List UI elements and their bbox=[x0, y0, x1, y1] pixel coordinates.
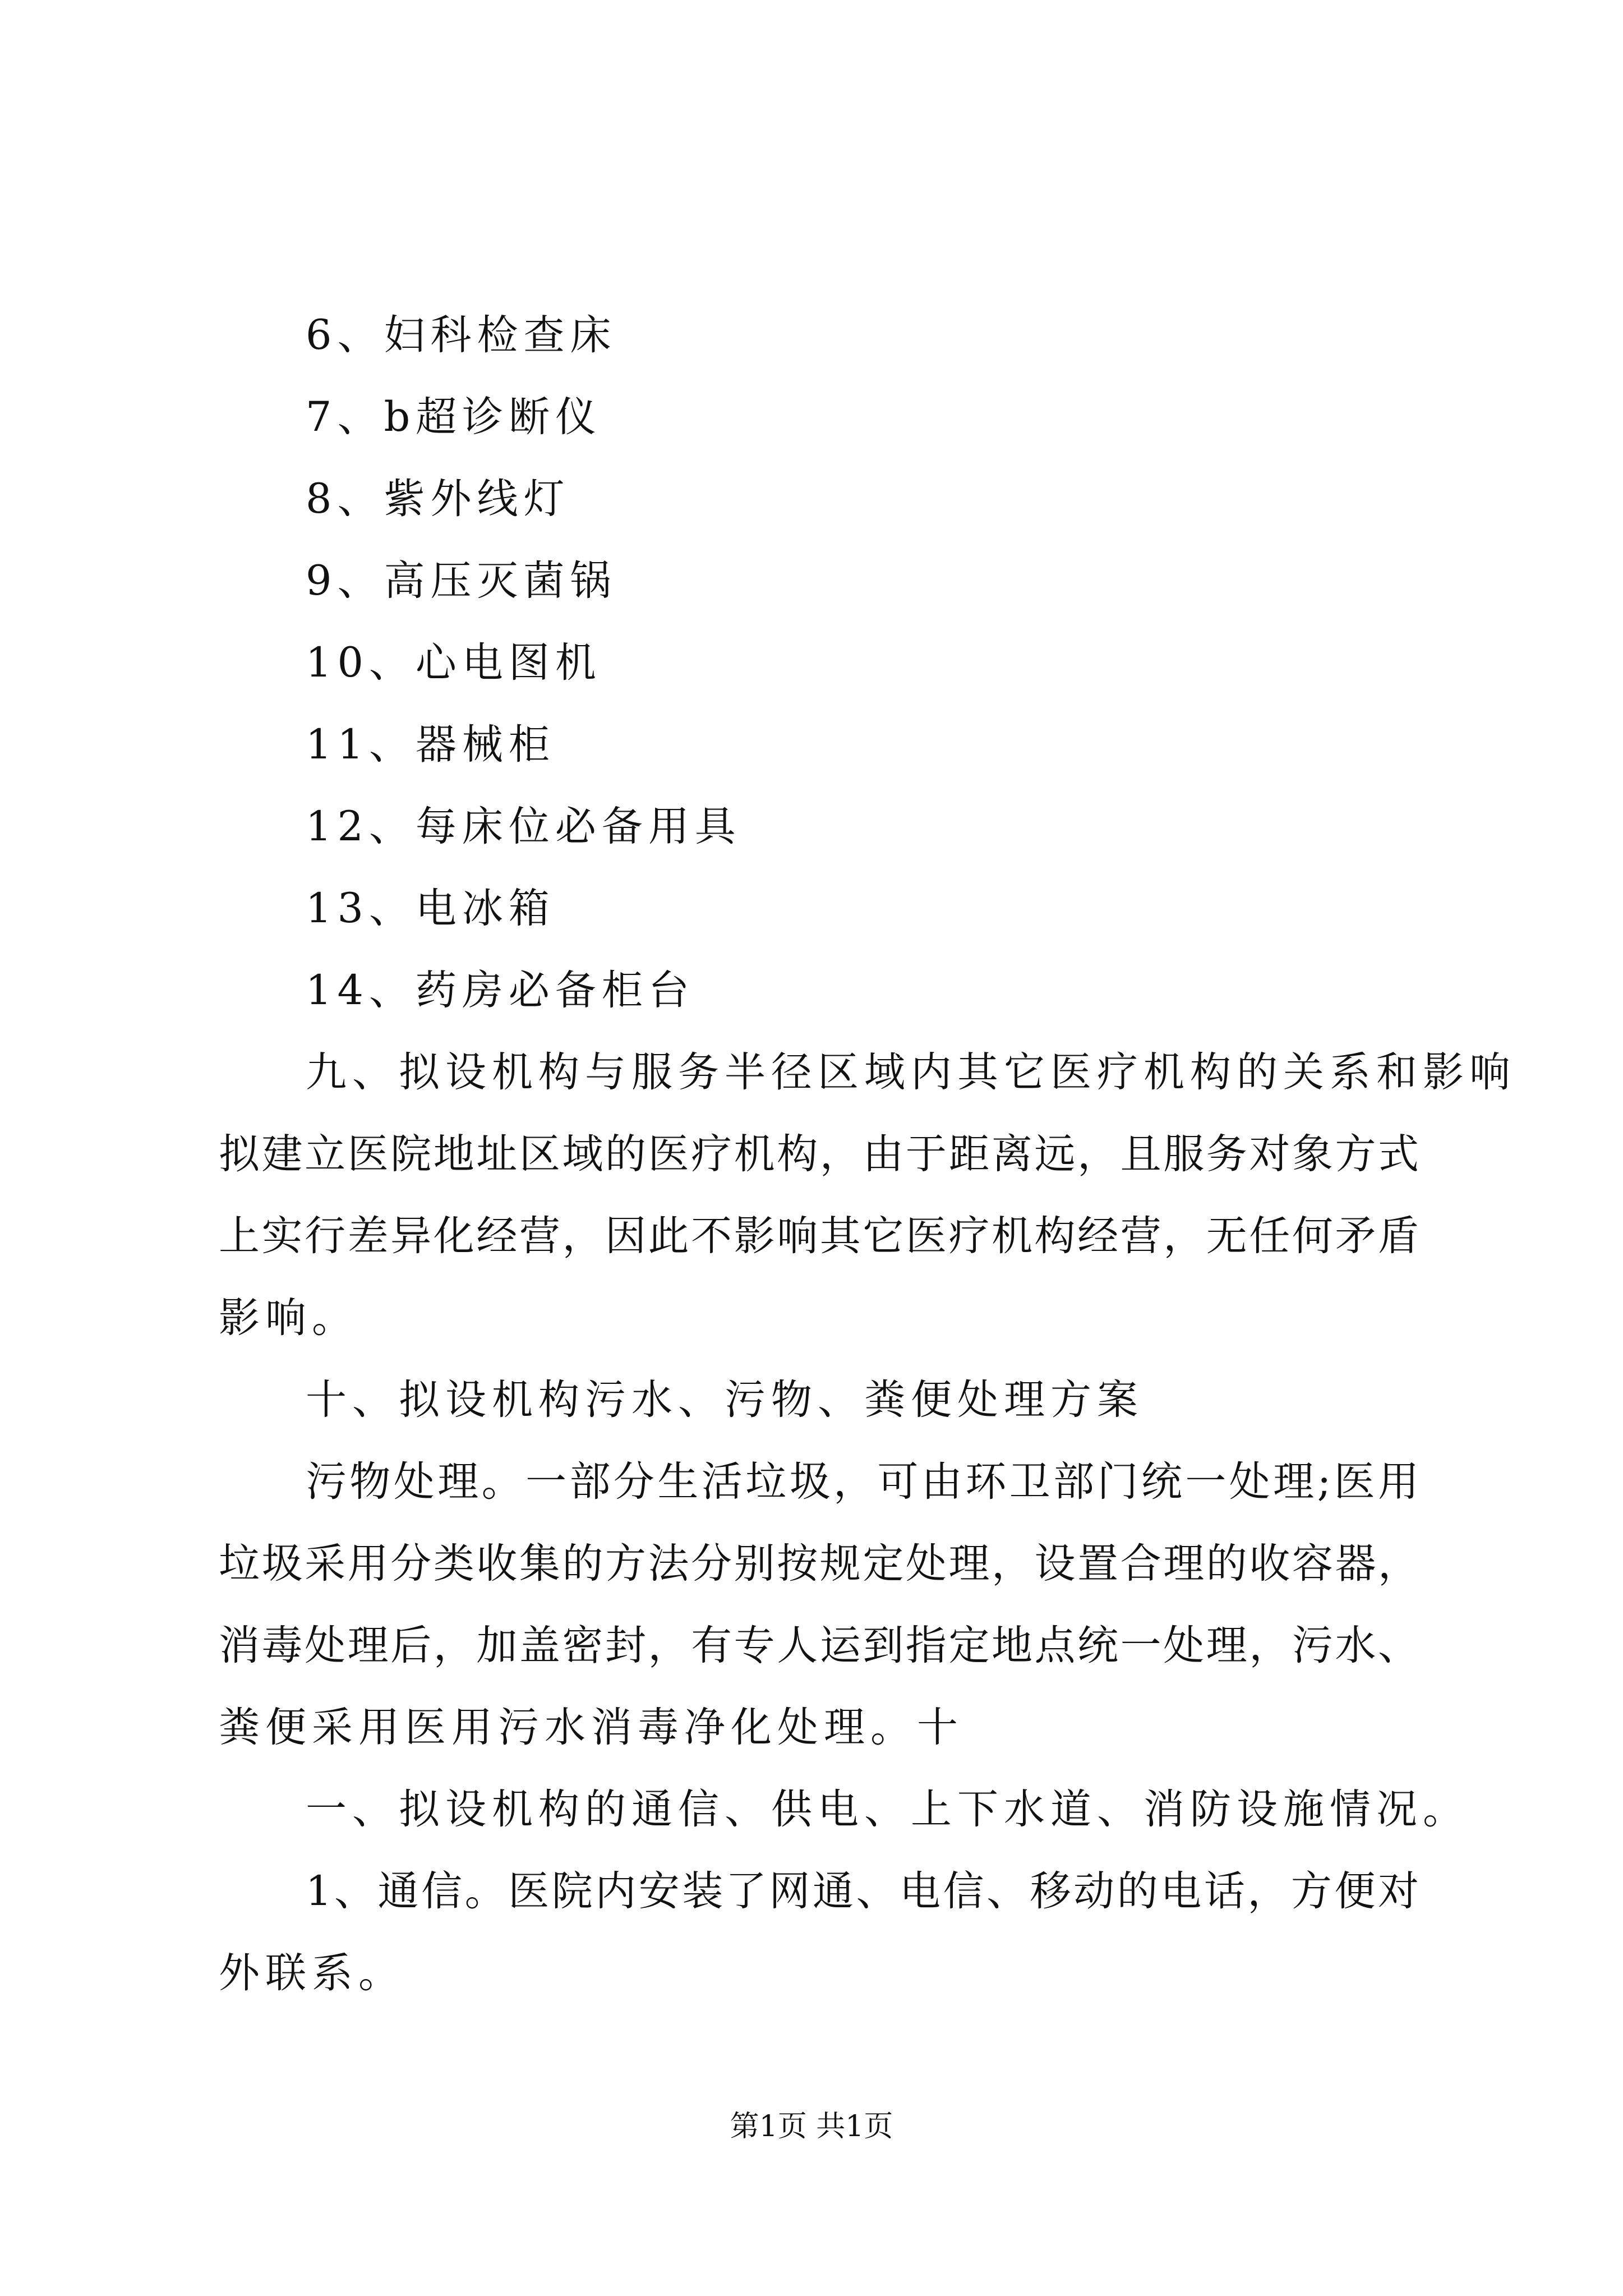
section-10-paragraph-line: 消毒处理后，加盖密封，有专人运到指定地点统一处理，污水、 bbox=[219, 1622, 1419, 1669]
equipment-item: 7、b超诊断仪 bbox=[306, 393, 602, 441]
equipment-item: 11、器械柜 bbox=[306, 721, 555, 769]
section-10-paragraph-line: 垃圾采用分类收集的方法分别按规定处理，设置合理的收容器， bbox=[219, 1540, 1419, 1588]
section-10-heading: 十、拟设机构污水、污物、粪便处理方案 bbox=[306, 1376, 1144, 1424]
equipment-item: 12、每床位必备用具 bbox=[306, 803, 741, 850]
equipment-item: 10、心电图机 bbox=[306, 639, 602, 687]
section-9-body-line: 拟建立医院地址区域的医疗机构，由于距离远，且服务对象方式 bbox=[219, 1130, 1419, 1178]
section-11-item-line: 1、通信。医院内安装了网通、电信、移动的电话，方便对 bbox=[306, 1867, 1419, 1915]
page-footer: 第1页 共1页 bbox=[730, 2110, 893, 2143]
equipment-item: 9、高压灭菌锅 bbox=[306, 557, 617, 605]
equipment-item: 13、电冰箱 bbox=[306, 885, 555, 932]
section-9-body-line: 影响。 bbox=[219, 1294, 358, 1342]
section-9-body-line: 上实行差异化经营，因此不影响其它医疗机构经营，无任何矛盾 bbox=[219, 1212, 1419, 1260]
equipment-item: 14、药房必备柜台 bbox=[306, 967, 695, 1014]
section-10-paragraph-line: 粪便采用医用污水消毒净化处理。十 bbox=[219, 1704, 963, 1751]
section-9-heading: 九、拟设机构与服务半径区域内其它医疗机构的关系和影响 bbox=[306, 1048, 1516, 1096]
section-11-item-line: 外联系。 bbox=[219, 1949, 405, 1997]
section-10-paragraph-line: 污物处理。一部分生活垃圾，可由环卫部门统一处理;医用 bbox=[306, 1458, 1419, 1506]
section-11-heading: 一、拟设机构的通信、供电、上下水道、消防设施情况。 bbox=[306, 1786, 1469, 1833]
equipment-item: 8、紫外线灯 bbox=[306, 475, 570, 523]
equipment-item: 6、妇科检查床 bbox=[306, 311, 617, 359]
